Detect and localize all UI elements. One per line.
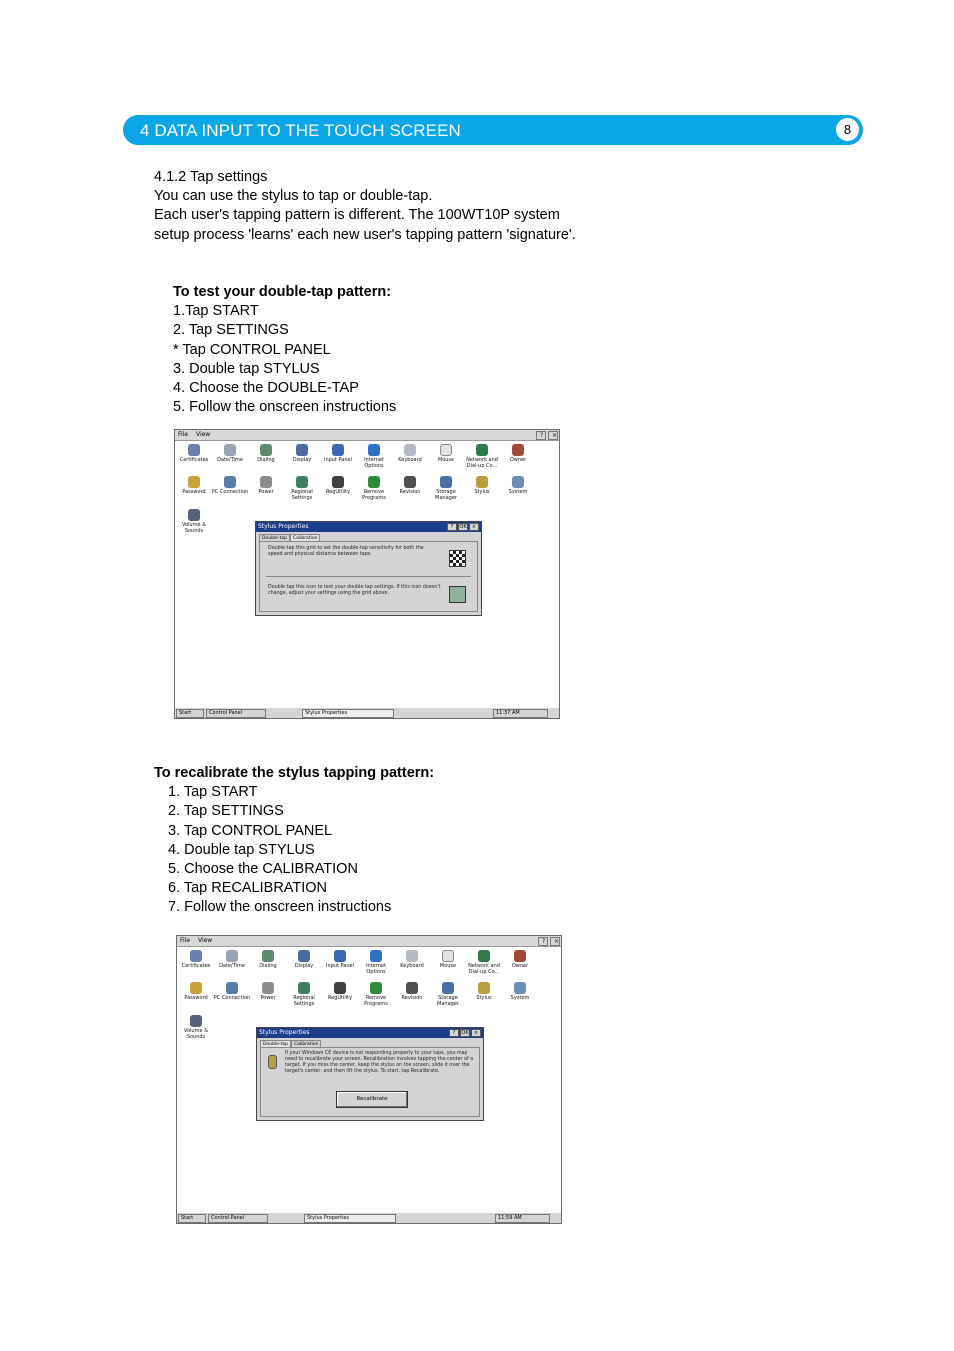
section-title: 4 DATA INPUT TO THE TOUCH SCREEN [140, 121, 461, 140]
step: 7. Follow the onscreen instructions [168, 899, 392, 916]
keyboard-icon[interactable]: Keyboard [393, 950, 431, 970]
step: 1. Tap START [168, 784, 258, 801]
menu-view[interactable]: View [195, 431, 211, 438]
recalibrate-instructions [154, 764, 434, 918]
menu-file[interactable]: File [180, 937, 191, 944]
input-panel-icon[interactable]: Input Panel [321, 950, 359, 970]
internet-options-icon[interactable]: Internet Options [355, 444, 393, 469]
dialog-pane [260, 1047, 480, 1117]
mouse-icon[interactable]: Mouse [429, 950, 467, 970]
step: * Tap CONTROL PANEL [173, 341, 331, 358]
display-icon[interactable]: Display [285, 950, 323, 970]
input-panel-icon[interactable]: Input Panel [319, 444, 357, 464]
step: 4. Choose the DOUBLE-TAP [173, 380, 359, 397]
intro-line: 4.1.2 Tap settings [154, 169, 268, 185]
network-icon[interactable]: Network and Dial-up Co... [463, 444, 501, 469]
step: 5. Choose the CALIBRATION [168, 861, 358, 878]
control-panel-screenshot-doubletap [174, 429, 560, 719]
certificates-icon[interactable]: Certificates [175, 444, 213, 464]
system-tray-clock: 11:37 AM [493, 709, 548, 718]
storage-manager-icon[interactable]: Storage Manager [427, 476, 465, 501]
double-tap-test-text: Double tap this icon to test your double tap settings. If this icon doesn't change, adjust your settings using the grid above. [268, 585, 441, 596]
pc-connection-icon[interactable]: PC Connection [213, 982, 251, 1002]
stylus-icon[interactable]: Stylus [463, 476, 501, 496]
test-icon[interactable] [449, 586, 466, 603]
taskbar-stylus-properties[interactable]: Stylus Properties [302, 709, 394, 718]
step: 2. Tap SETTINGS [173, 322, 289, 339]
power-icon[interactable]: Power [247, 476, 285, 496]
tab-double-tap[interactable]: Double-tap [259, 534, 290, 542]
regional-settings-icon[interactable]: Regional Settings [285, 982, 323, 1007]
intro-line: setup process 'learns' each new user's tapping pattern 'signature'. [154, 226, 576, 243]
close-button[interactable]: × [548, 431, 558, 440]
remove-programs-icon[interactable]: Remove Programs [355, 476, 393, 501]
stylus-properties-dialog [255, 521, 482, 616]
double-tap-instructions [173, 283, 396, 417]
dialog-pane [259, 541, 478, 612]
system-tray-clock: 11:59 AM [495, 1214, 550, 1223]
dialog-help-button[interactable]: ? [447, 523, 457, 531]
intro-paragraph [154, 168, 576, 245]
dialog-title: Stylus Properties [257, 1028, 483, 1038]
system-icon[interactable]: System [499, 476, 537, 496]
mouse-icon[interactable]: Mouse [427, 444, 465, 464]
tab-calibration[interactable]: Calibration [290, 534, 320, 542]
remove-programs-icon[interactable]: Remove Programs [357, 982, 395, 1007]
password-icon[interactable]: Password [175, 476, 213, 496]
pc-connection-icon[interactable]: PC Connection [211, 476, 249, 496]
help-button[interactable]: ? [536, 431, 546, 440]
volume-sounds-icon[interactable]: Volume & Sounds [177, 1015, 215, 1040]
page-number: 8 [836, 118, 859, 141]
revision-icon[interactable]: Revision [393, 982, 431, 1002]
owner-icon[interactable]: Owner [499, 444, 537, 464]
intro-line: Each user's tapping pattern is different. The 100WT10P system [154, 207, 560, 224]
calibration-text: If your Windows CE device is not responding properly to your taps, you may need to recalibrate your screen. Recalibration involves tapping the center of a target. If you miss the center, keep the stylus on the screen, slide it over the target's center, and then lift the stylus. To start, tap Recalibrate. [285, 1051, 474, 1074]
menu-bar [177, 936, 561, 947]
separator [266, 576, 471, 577]
help-button[interactable]: ? [538, 937, 548, 946]
regutility-icon[interactable]: RegUtility [319, 476, 357, 496]
section-heading: To recalibrate the stylus tapping pattern: [154, 765, 435, 781]
start-button[interactable]: Start [178, 1214, 206, 1223]
keyboard-icon[interactable]: Keyboard [391, 444, 429, 464]
dialog-ok-button[interactable]: OK [461, 1030, 469, 1036]
step: 1.Tap START [173, 303, 259, 320]
certificates-icon[interactable]: Certificates [177, 950, 215, 970]
regutility-icon[interactable]: RegUtility [321, 982, 359, 1002]
network-icon[interactable]: Network and Dial-up Co... [465, 950, 503, 975]
taskbar-control-panel[interactable]: Control Panel [208, 1214, 268, 1223]
volume-sounds-icon[interactable]: Volume & Sounds [175, 509, 213, 534]
dialog-close-button[interactable]: × [471, 1029, 481, 1037]
tab-calibration[interactable]: Calibration [291, 1040, 321, 1048]
taskbar-stylus-properties[interactable]: Stylus Properties [304, 1214, 396, 1223]
taskbar [177, 1212, 561, 1223]
datetime-icon[interactable]: Date/Time [211, 444, 249, 464]
dialing-icon[interactable]: Dialing [247, 444, 285, 464]
step: 3. Tap CONTROL PANEL [168, 822, 333, 839]
dialog-title: Stylus Properties [256, 522, 481, 532]
revision-icon[interactable]: Revision [391, 476, 429, 496]
recalibrate-button[interactable]: Recalibrate [336, 1091, 408, 1108]
control-panel-screenshot-calibration [176, 935, 562, 1224]
close-button[interactable]: × [550, 937, 560, 946]
taskbar [175, 707, 559, 718]
owner-icon[interactable]: Owner [501, 950, 539, 970]
double-tap-grid-text: Double-tap this grid to set the double-tap sensitivity for both the speed and physical distance between taps. [268, 546, 424, 557]
taskbar-control-panel[interactable]: Control Panel [206, 709, 266, 718]
system-icon[interactable]: System [501, 982, 539, 1002]
stylus-device-icon [268, 1055, 277, 1069]
dialog-help-button[interactable]: ? [449, 1029, 459, 1037]
datetime-icon[interactable]: Date/Time [213, 950, 251, 970]
double-tap-grid[interactable] [449, 550, 466, 567]
tab-double-tap[interactable]: Double-tap [260, 1040, 291, 1048]
stylus-properties-dialog [256, 1027, 484, 1121]
section-heading: To test your double-tap pattern: [173, 284, 392, 300]
step: 2. Tap SETTINGS [168, 803, 284, 820]
power-icon[interactable]: Power [249, 982, 287, 1002]
display-icon[interactable]: Display [283, 444, 321, 464]
step: 6. Tap RECALIBRATION [168, 880, 328, 897]
step: 4. Double tap STYLUS [168, 841, 315, 858]
menu-bar [175, 430, 559, 441]
regional-settings-icon[interactable]: Regional Settings [283, 476, 321, 501]
section-header-bar [123, 115, 863, 145]
dialog-close-button[interactable]: × [469, 523, 479, 531]
menu-file[interactable]: File [178, 431, 189, 438]
intro-line: You can use the stylus to tap or double-tap. [154, 188, 433, 205]
step: 5. Follow the onscreen instructions [173, 399, 397, 416]
internet-options-icon[interactable]: Internet Options [357, 950, 395, 975]
step: 3. Double tap STYLUS [173, 360, 320, 377]
menu-view[interactable]: View [197, 937, 213, 944]
dialing-icon[interactable]: Dialing [249, 950, 287, 970]
storage-manager-icon[interactable]: Storage Manager [429, 982, 467, 1007]
start-button[interactable]: Start [176, 709, 204, 718]
stylus-icon[interactable]: Stylus [465, 982, 503, 1002]
dialog-ok-button[interactable]: OK [459, 524, 467, 530]
password-icon[interactable]: Password [177, 982, 215, 1002]
